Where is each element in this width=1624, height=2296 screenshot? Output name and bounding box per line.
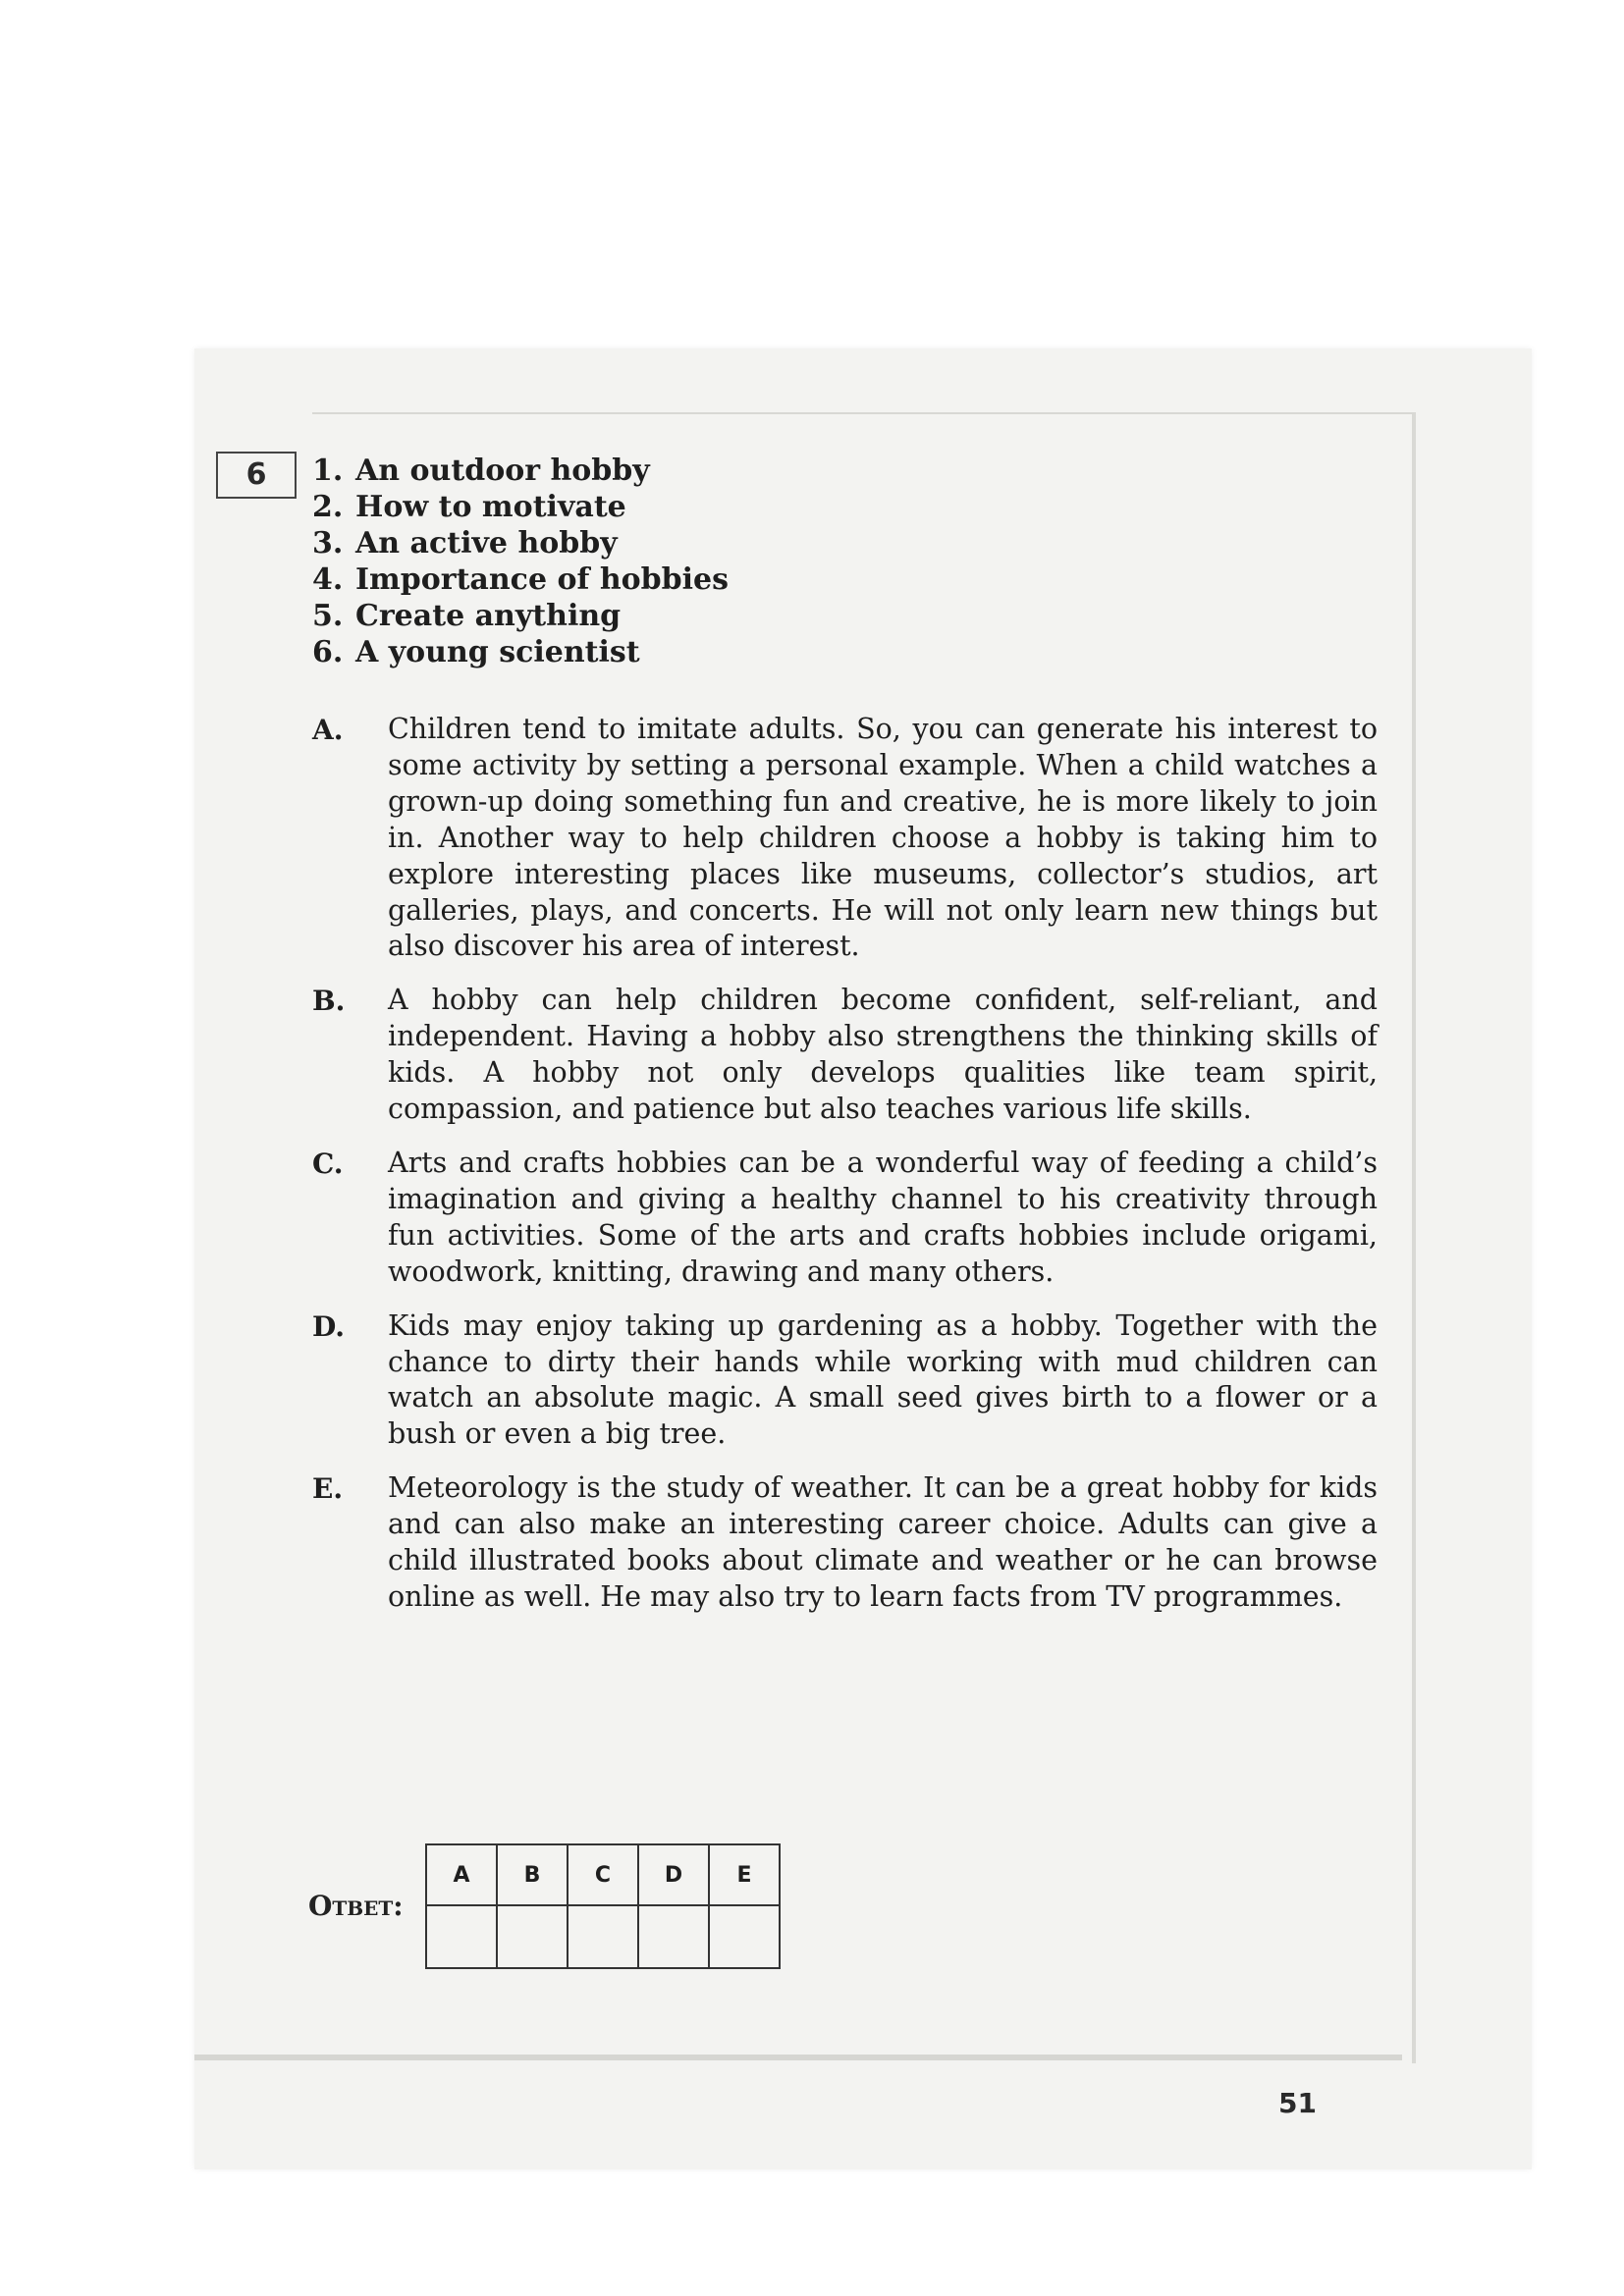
heading-text: How to motivate	[355, 490, 626, 524]
text-c	[312, 1146, 1378, 1291]
answer-column-header: E	[709, 1844, 780, 1905]
text-letter: C.	[312, 1147, 344, 1180]
text-body: Children tend to imitate adults. So, you can generate his interest to some activity by setting a personal example. When a child watches a grown-up doing something fun and creative, he is more likely to join in. Another way to help children choose a hobby is taking him to explore interesting places like museums, collector’s studios, art galleries, plays, and concerts. He will not only learn new things but also discover his area of interest.	[388, 713, 1378, 963]
heading-item	[312, 561, 729, 598]
text-letter: E.	[312, 1472, 344, 1506]
text-letter: B.	[312, 985, 346, 1018]
heading-item	[312, 598, 729, 634]
answer-column-header: D	[638, 1844, 709, 1905]
text-letter: D.	[312, 1309, 346, 1343]
answer-cell-e[interactable]	[709, 1905, 780, 1968]
text-d	[312, 1308, 1378, 1454]
task-number-box: 6	[216, 452, 297, 499]
bottom-divider	[194, 2055, 1402, 2060]
heading-text: An active hobby	[355, 526, 618, 561]
answer-column-header: C	[568, 1844, 638, 1905]
heading-number: 6.	[312, 635, 344, 669]
heading-text: Create anything	[355, 599, 622, 633]
text-letter: A.	[312, 714, 344, 746]
heading-number: 3.	[312, 526, 344, 561]
heading-text: An outdoor hobby	[355, 454, 650, 488]
heading-item	[312, 453, 729, 489]
answer-input-row	[426, 1905, 780, 1968]
answer-label: Ответ:	[308, 1890, 404, 1922]
answer-cell-b[interactable]	[497, 1905, 568, 1968]
text-body: Arts and crafts hobbies can be a wonderful way of feeding a child’s imagination and giving a healthy channel to his creativity through fun activities. Some of the arts and crafts hobbies include origami, woodwork, knitting, drawing and many others.	[388, 1146, 1378, 1288]
page-number: 51	[1278, 2087, 1317, 2119]
text-body: A hobby can help children become confident, self-reliant, and independent. Having a hobby also strengthens the thinking skills of kids. A hobby not only develops qualities like team spirit, compassion, and patience but also teaches various life skills.	[388, 984, 1378, 1126]
texts-section	[312, 712, 1378, 1633]
heading-number: 4.	[312, 562, 344, 597]
heading-number: 2.	[312, 490, 344, 524]
text-b	[312, 983, 1378, 1128]
text-e	[312, 1470, 1378, 1616]
answer-cell-c[interactable]	[568, 1905, 638, 1968]
headings-list	[312, 453, 729, 670]
answer-header-row	[426, 1844, 780, 1905]
heading-item	[312, 489, 729, 525]
answer-column-header: A	[426, 1844, 497, 1905]
answer-cell-a[interactable]	[426, 1905, 497, 1968]
heading-text: A young scientist	[355, 635, 640, 669]
text-body: Meteorology is the study of weather. It can be a great hobby for kids and can also make an interesting career choice. Adults can give a child illustrated books about climate and weather or he can browse online as well. He may also try to learn facts from TV programmes.	[388, 1471, 1378, 1613]
heading-text: Importance of hobbies	[355, 562, 729, 597]
answer-cell-d[interactable]	[638, 1905, 709, 1968]
heading-item	[312, 634, 729, 670]
answer-table	[425, 1843, 781, 1969]
heading-item	[312, 525, 729, 561]
heading-number: 1.	[312, 454, 344, 488]
answer-column-header: B	[497, 1844, 568, 1905]
text-body: Kids may enjoy taking up gardening as a hobby. Together with the chance to dirty their hands while working with mud children can watch an absolute magic. A small seed gives birth to a flower or a bush or even a big tree.	[388, 1308, 1378, 1451]
heading-number: 5.	[312, 599, 344, 633]
text-a	[312, 712, 1378, 965]
